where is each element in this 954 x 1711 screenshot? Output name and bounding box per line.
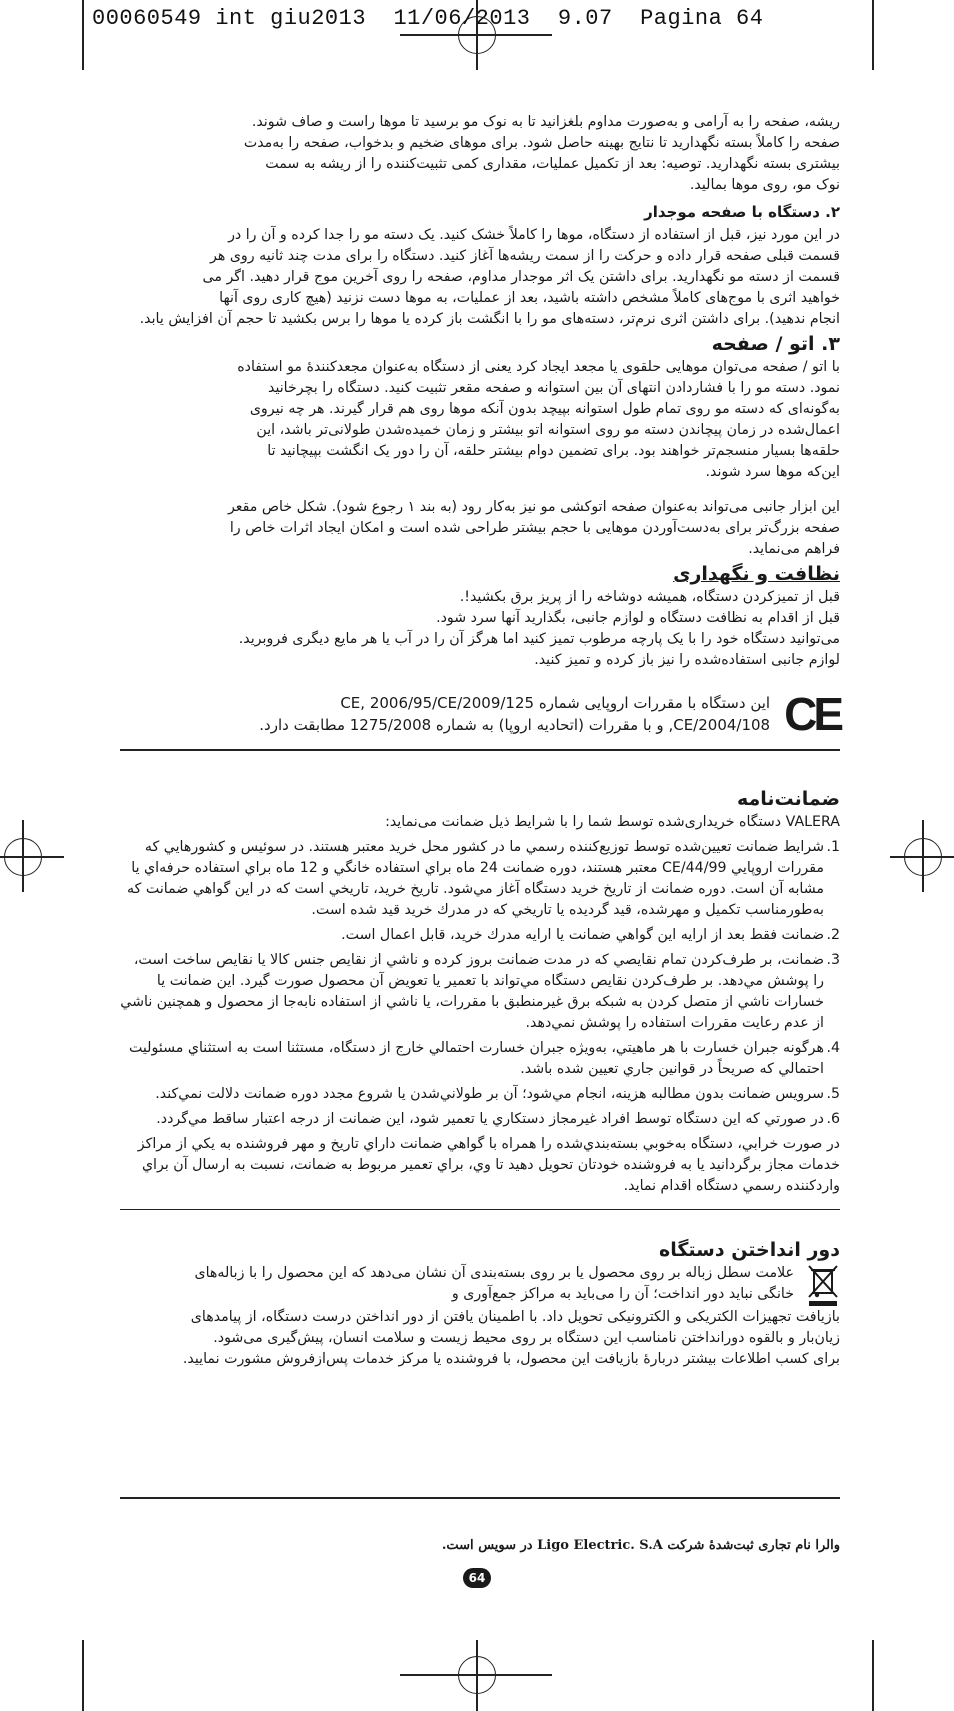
text-line: صفحه را کاملاً بسته نگهدارید تا نتایج بهینه حاصل شود. برای موهای ضخیم و بدخواب، صفحه را به‌مدت [243, 135, 840, 151]
crossed-bin-icon [806, 1263, 840, 1307]
item-text: هرگونه جبران خسارت با هر ماهيتي، به‌ويژه جبران خسارت احتمالي خارج از دستگاه، مستثنا است به استثناي مسئوليت احتمالي كه صريحاً در قوانين جاري تعيين شده باشد. [128, 1039, 824, 1077]
text-line: انجام ندهید). برای داشتن اثری نرم‌تر، دسته‌های مو را با انگشت باز کرده یا موها را برس بکشید تا حجم آن افزایش یابد. [139, 311, 840, 327]
section-heading-cleaning: نظافت و نگهداری [673, 563, 840, 585]
text-line: بیشتری بسته نگهدارید. توصیه: بعد از تکمیل عملیات، مقداری کمی تثبیت‌کننده را از ریشه به سمت [265, 156, 840, 172]
warranty-closing: در صورت خرابي، دستگاه به‌خوبي بسته‌بندي‌شده را همراه با گواهي ضمانت داراي تاريخ و مهر فروشنده به يكي از مراكز خدمات مجاز برگردانيد يا به فروشنده خودتان تحويل دهيد تا وي، براي تعمير مربوط به ضمانت، نسبت به ارسال آن براي واردكننده رسمي دستگاه اقدام نمايد. [137, 1135, 840, 1194]
item-number: 3. [826, 951, 840, 968]
list-item [120, 1084, 840, 1105]
item-text: شرايط ضمانت تعيين‌شده توسط توزيع‌كننده رسمي ما در كشور محل خريد معتبر هستند. در سوئيس و كشورهايي كه مقررات اروپايي 44/99/CE معتبر هستند، دوره ضمانت 24 ماه براي استفاده خانگي و 12 ماه براي استفاده حرفه‌اي يا مشابه آن است. دوره ضمانت از تاريخ خريد دستگاه آغاز مي‌شود. تاريخ خريد، تاريخي است كه در اين گواهي ضمانت كه به‌طورمناسب تكميل و مهرشده، قيد گرديده يا تاريخي كه در مدرك خريد قيد شده است. [127, 838, 824, 918]
text-line: قسمت قبلی صفحه قرار داده و حرکت را از سمت ریشه‌ها آغاز کنید. دستگاه را برای مدت چند ثانیه روی هر [210, 248, 840, 264]
section-heading-wavy-plate: ۲. دستگاه با صفحه موجدار [644, 203, 840, 221]
page-body [120, 112, 840, 1370]
crop-mark-bottom-left [82, 1640, 84, 1711]
warranty-intro: VALERA دستگاه خریداری‌شده توسط شما را با شرایط ذیل ضمانت می‌نماید: [385, 813, 840, 830]
warranty-list [120, 837, 840, 1130]
crop-mark-bottom-right [872, 1640, 874, 1711]
text-line: به‌گونه‌ای که دسته مو روی تمام طول استوانه بپیچد بدون آنکه موها روی هم قرار گیرند. هر چه نیروی [249, 401, 840, 417]
list-item [120, 950, 840, 1034]
text-line: بازیافت تجهیزات الکتریکی و الکترونیکی تحویل داد. با اطمینان یافتن از دور انداختن درست دستگاه، از پیامدهای [190, 1309, 840, 1325]
text-line: برای کسب اطلاعات بیشتر دربارهٔ بازیافت این محصول، با فروشنده یا مرکز خدمات پس‌ازفروش مشورت نمایید. [182, 1351, 840, 1367]
section-heading-warranty: ضمانت‌نامه [736, 787, 840, 810]
divider [120, 749, 840, 751]
list-item [120, 925, 840, 946]
text-line: علامت سطل زباله بر روی محصول یا بر روی بسته‌بندی آن نشان می‌دهد که این محصول را با زباله‌های [194, 1265, 794, 1281]
item-text: در صورتي كه اين دستگاه توسط افراد غيرمجاز دستكاري يا تعمير شود، اين ضمانت از درجه اعتبار ساقط مي‌گردد. [156, 1110, 824, 1127]
text-line: حلقه‌ها بسیار منسجم‌تر خواهند بود. برای تضمین دوام بیشتر حلقه، آن را دور یک انگشت بپیچانید تا [267, 443, 840, 459]
item-number: 6. [826, 1110, 840, 1127]
text-line: این دستگاه با مقررات اروپایی شماره 2009/125/CE, 2006/95/CE [340, 694, 771, 712]
text-line: فراهم می‌نماید. [748, 541, 840, 557]
disposal-intro-row [120, 1263, 840, 1307]
list-item [120, 837, 840, 921]
text-line: لوازم جانبی استفاده‌شده را نیز باز کرده و تمیز کنید. [534, 652, 840, 668]
text-line: نوک مو، روی موها بمالید. [689, 177, 840, 193]
text-line: در این مورد نیز، قبل از استفاده از دستگاه، موها را کاملاً خشک کنید. یک دسته مو را جدا کرده و آن را در [228, 227, 840, 243]
text-line: با اتو / صفحه می‌توان موهایی حلقوی یا مجعد ایجاد کرد یعنی از دستگاه به‌عنوان مجعدکنندهٔ مو استفاده [237, 359, 840, 375]
trademark-note: والرا نام تجاری ثبت‌شدهٔ شرکت Ligo Electric. S.A در سویس است. [441, 1538, 840, 1553]
ce-mark-icon: CE [784, 688, 840, 740]
text-line: صفحه بزرگ‌تر برای به‌دست‌آوردن موهایی با حجم بیشتر طراحی شده است و امکان ایجاد اثرات خاص را [229, 520, 840, 536]
text-line: قسمت از دسته مو نگهدارید. برای داشتن یک اثر موجدار مداوم، صفحه را روی آخرین موج قرار دهید. اگر می [202, 269, 840, 285]
print-slug-header: 00060549 int giu2013 11/06/2013 9.07 Pagina 64 [92, 6, 764, 31]
text-line: این‌که موها سرد شوند. [705, 464, 840, 480]
list-item [120, 1038, 840, 1080]
item-text: سرويس ضمانت بدون مطالبه هزينه، انجام مي‌شود؛ آن بر طولاني‌شدن يا شروع مجدد دوره ضمانت دلالت نمي‌كند. [155, 1085, 824, 1102]
crop-mark-top-left [82, 0, 84, 70]
item-number: 1. [826, 838, 840, 855]
item-text: ضمانت فقط بعد از ارايه اين گواهي ضمانت يا ارايه مدرك خريد، قابل اعمال است. [341, 926, 824, 943]
text-line: می‌توانید دستگاه خود را با یک پارچه مرطوب تمیز کنید اما هرگز آن را در آب یا هر مایع دیگری فروبرید. [238, 631, 840, 647]
text-line: این ابزار جانبی می‌تواند به‌عنوان صفحه اتوکشی مو نیز به‌کار رود (به بند ۱ رجوع شود). شکل خاص مقعر [227, 499, 840, 515]
section-heading-disposal: دور انداختن دستگاه [658, 1239, 840, 1261]
item-number: 2. [826, 926, 840, 943]
page-number: 64 [463, 1568, 491, 1588]
disposal-intro-text [194, 1263, 794, 1305]
item-text: ضمانت، بر طرف‌كردن تمام نقايصي كه در مدت ضمانت بروز كرده و ناشي از نقايص جنس كالا يا نقايص ساخت است، را پوشش مي‌دهد. بر طرف‌كردن نقايص دستگاه مي‌تواند با تعمير يا تعويض آن محصول صورت گيرد. اين ضمانت يا خسارات ناشي از متصل كردن به شبكه برق غيرمنطبق با مقررات، يا ناشي از استفاده نابه‌جا از محصول و همچنين ناشي از عدم رعايت مقررات استفاده را پوشش نمي‌دهد. [120, 951, 824, 1031]
list-item [120, 1109, 840, 1130]
text-line: زیان‌بار و بالقوه دورانداختن نامناسب این دستگاه بر روی محیط زیست و سلامت انسان، پیش‌گیری می‌شود. [213, 1330, 840, 1346]
crop-mark-top-right [872, 0, 874, 70]
item-number: 4. [826, 1039, 840, 1056]
ce-compliance-text [259, 692, 770, 736]
text-line: ریشه، صفحه را به آرامی و به‌صورت مداوم بلغزانید تا به نوک مو برسید تا موها راست و صاف شوند. [251, 114, 840, 130]
text-line: قبل از تمیزکردن دستگاه، همیشه دوشاخه را از پریز برق بکشید!. [459, 589, 840, 605]
divider [120, 1209, 840, 1211]
text-line: 2004/108/CE, و با مقررات (اتحادیه اروپا) به شماره 1275/2008 مطابقت دارد. [259, 716, 771, 734]
item-number: 5. [826, 1085, 840, 1102]
text-line: خانگی نباید دور انداخت؛ آن را می‌باید به مراکز جمع‌آوری و [451, 1286, 794, 1302]
divider [120, 1497, 840, 1499]
ce-compliance-block [120, 688, 840, 740]
text-line: قبل از اقدام به نظافت دستگاه و لوازم جانبی، بگذارید آنها سرد شود. [436, 610, 840, 626]
section-heading-iron-plate: ۳. اتو / صفحه [711, 333, 840, 355]
text-line: خواهید اثری با موج‌های کاملاً مشخص داشته باشید، بعد از عملیات، به موها دست نزنید (هیچ کاری روی آنها [219, 290, 840, 306]
text-line: نمود. دسته مو را با فشاردادن انتهای آن بین استوانه و صفحه مقعر تثبیت کنید. دستگاه را بچرخانید [268, 380, 840, 396]
text-line: اعمال‌شده در زمان پیچاندن دسته مو روی استوانه اتو بیشتر و زمان خمیده‌شدن طولانی‌تر باشد، این [256, 422, 840, 438]
